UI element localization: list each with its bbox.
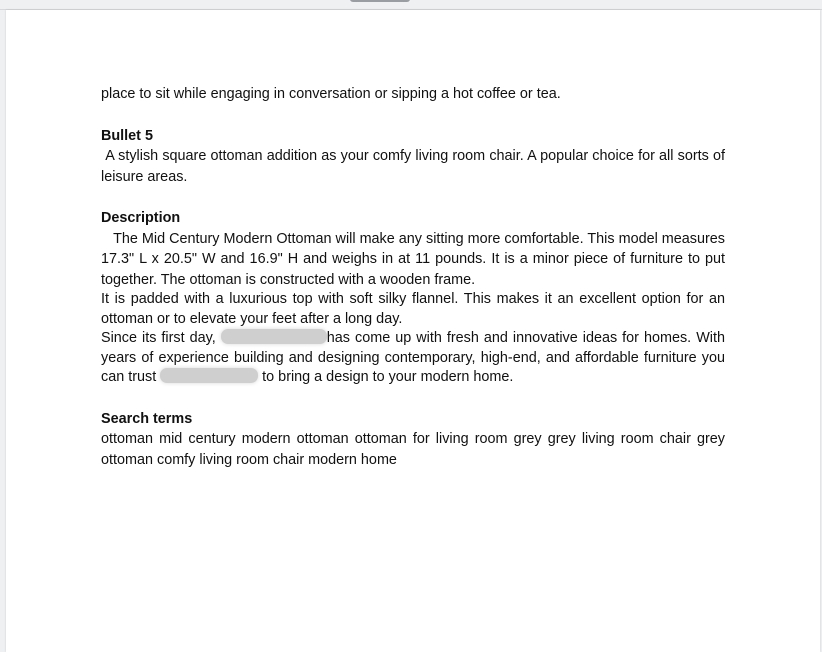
search-terms-heading: Search terms <box>101 410 193 427</box>
description-paragraph-3 <box>101 329 729 388</box>
bullet5-text: A stylish square ottoman addition as your comfy living room chair. A popular choice for all sorts of leisure areas. <box>101 148 730 185</box>
description-paragraph-3-middle: has come up with fresh and innovative ideas for homes. With years of experience building and designing contemporary, high-end, and affordable furniture you can trust <box>101 330 729 385</box>
document-page <box>6 10 820 652</box>
description-heading: Description <box>101 210 181 226</box>
redacted-brand-name-2 <box>160 368 258 383</box>
bullet5-heading: Bullet 5 <box>101 127 153 144</box>
description-paragraph-2: It is padded with a luxurious top with soft silky flannel. This makes it an excellent option for an ottoman or to elevate your feet after a long day. <box>101 291 725 327</box>
intro-line: place to sit while engaging in conversation or sipping a hot coffee or tea. <box>101 86 561 102</box>
scroll-handle[interactable] <box>350 0 410 2</box>
description-paragraph-3-start: Since its first day, <box>101 330 221 346</box>
page-content <box>101 84 730 470</box>
redacted-brand-name <box>221 329 327 344</box>
description-paragraph-3-end: to bring a design to your modern home. <box>258 369 514 385</box>
search-terms-text: ottoman mid century modern ottoman ottoman for living room grey grey living room chair grey ottoman comfy living room chair modern home <box>101 431 725 468</box>
description-paragraph-1: The Mid Century Modern Ottoman will make any sitting more comfortable. This model measures 17.3" L x 20.5" W and 16.9" H and weighs in at 11 pounds. It is a minor piece of furniture to put together. The ottoman is constructed with a wooden frame. <box>101 230 729 288</box>
